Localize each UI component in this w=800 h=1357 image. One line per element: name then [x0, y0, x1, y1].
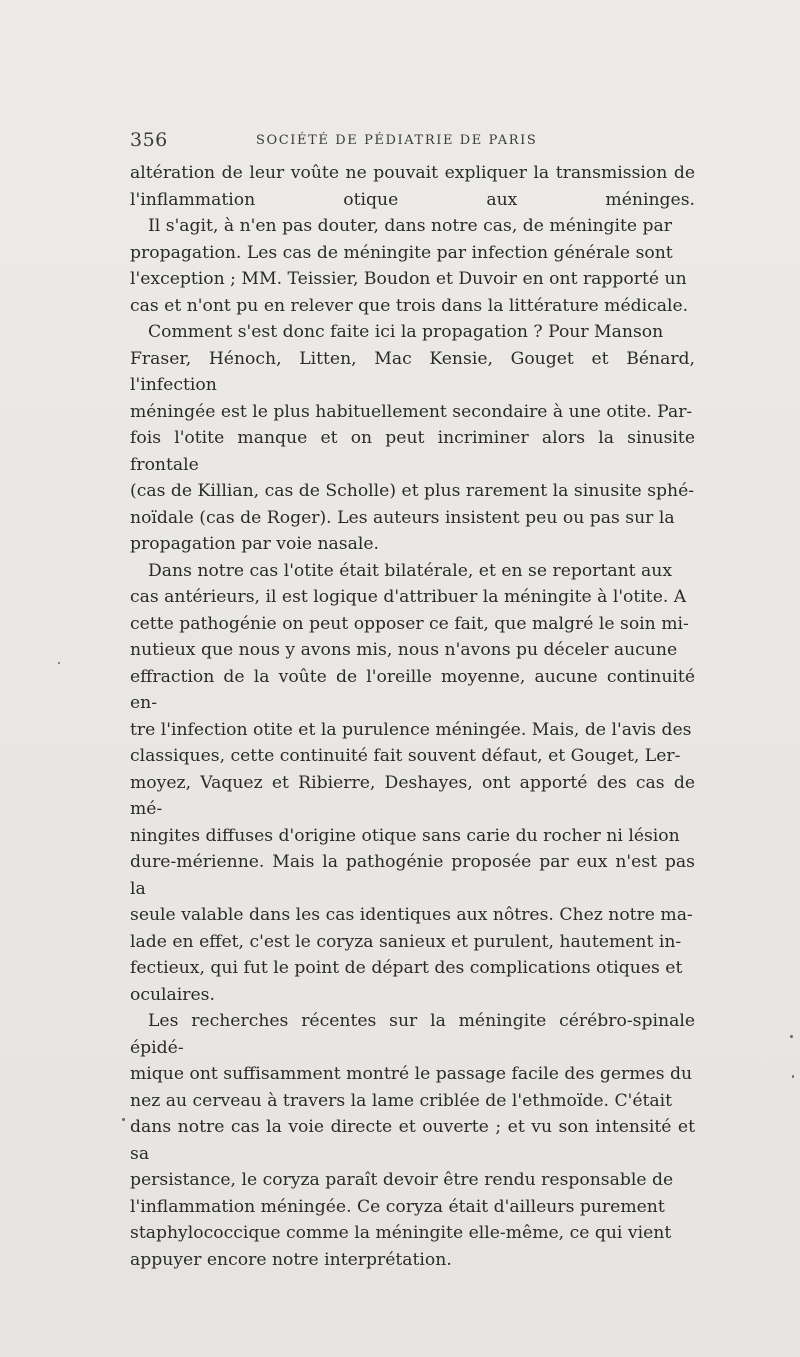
- text-line: cas et n'ont pu en relever que trois dans la littérature médicale.: [130, 295, 689, 316]
- paragraph-otite: [130, 558, 695, 1009]
- text-line: Les recherches récentes sur la méningite cérébro-spinale épidé-: [130, 1011, 695, 1058]
- text-line: méningée est le plus habituellement secondaire à une otite. Par-: [130, 401, 693, 422]
- running-title: SOCIÉTÉ DE PÉDIATRIE DE PARIS: [256, 133, 538, 148]
- text-line: ningites diffuses d'origine otique sans carie du rocher ni lésion: [130, 825, 680, 846]
- text-line: l'inflammation otique aux méninges.: [130, 189, 695, 210]
- paper-speck: [790, 1035, 793, 1038]
- text-line: Il s'agit, à n'en pas douter, dans notre cas, de méningite par: [148, 216, 673, 236]
- text-line: l'inflammation méningée. Ce coryza était d'ailleurs purement: [130, 1196, 665, 1217]
- paragraph-propagation: [130, 213, 695, 319]
- text-line: staphylococcique comme la méningite elle-même, ce qui vient: [130, 1223, 672, 1243]
- paper-speck: [58, 662, 60, 664]
- paper-speck: [792, 1075, 794, 1078]
- text-line: fectieux, qui fut le point de départ des complications otiques et: [130, 958, 683, 978]
- paper-speck: [122, 1118, 125, 1121]
- text-line: l'exception ; MM. Teissier, Boudon et Duvoir en ont rapporté un: [130, 269, 687, 289]
- text-line: (cas de Killian, cas de Scholle) et plus rarement la sinusite sphé-: [130, 481, 695, 501]
- text-line: lade en effet, c'est le coryza sanieux et purulent, hautement in-: [130, 931, 682, 952]
- text-line: classiques, cette continuité fait souvent défaut, et Gouget, Ler-: [130, 746, 681, 766]
- page-number: 356: [130, 129, 168, 151]
- text-line: propagation. Les cas de méningite par infection générale sont: [130, 242, 673, 263]
- text-line: altération de leur voûte ne pouvait expliquer la transmission de: [130, 163, 695, 183]
- text-line: nez au cerveau à travers la lame criblée de l'ethmoïde. C'était: [130, 1090, 673, 1111]
- text-line: nutieux que nous y avons mis, nous n'avons pu déceler aucune: [130, 640, 678, 660]
- running-header: [130, 129, 695, 151]
- text-line: propagation par voie nasale.: [130, 534, 379, 554]
- text-line: Fraser, Hénoch, Litten, Mac Kensie, Gouget et Bénard, l'infection: [130, 348, 695, 395]
- text-line: oculaires.: [130, 984, 215, 1005]
- text-line: appuyer encore notre interprétation.: [130, 1249, 452, 1270]
- text-line: cette pathogénie on peut opposer ce fait, que malgré le soin mi-: [130, 613, 689, 634]
- text-line: fois l'otite manque et on peut incriminer alors la sinusite frontale: [130, 428, 695, 475]
- paragraph-recherches: [130, 1008, 695, 1273]
- text-line: effraction de la voûte de l'oreille moyenne, aucune continuité en-: [130, 666, 695, 713]
- text-line: Comment s'est donc faite ici la propagation ? Pour Manson: [148, 322, 664, 342]
- body-text: [130, 160, 695, 1273]
- text-line: tre l'infection otite et la purulence méningée. Mais, de l'avis des: [130, 719, 692, 740]
- text-line: persistance, le coryza paraît devoir être rendu responsable de: [130, 1170, 674, 1190]
- text-line: mique ont suffisamment montré le passage facile des germes du: [130, 1064, 693, 1084]
- text-line: seule valable dans les cas identiques aux nôtres. Chez notre ma-: [130, 905, 693, 925]
- paragraph-continuation: [130, 160, 695, 213]
- text-line: dure-mérienne. Mais la pathogénie proposée par eux n'est pas la: [130, 852, 695, 899]
- text-line: moyez, Vaquez et Ribierre, Deshayes, ont apporté des cas de mé-: [130, 772, 695, 819]
- text-line: noïdale (cas de Roger). Les auteurs insistent peu ou pas sur la: [130, 507, 675, 528]
- text-line: dans notre cas la voie directe et ouverte ; et vu son intensité et sa: [130, 1117, 695, 1164]
- text-line: Dans notre cas l'otite était bilatérale, et en se reportant aux: [148, 560, 673, 581]
- text-line: cas antérieurs, il est logique d'attribuer la méningite à l'otite. A: [130, 587, 687, 607]
- paragraph-comment: [130, 319, 695, 558]
